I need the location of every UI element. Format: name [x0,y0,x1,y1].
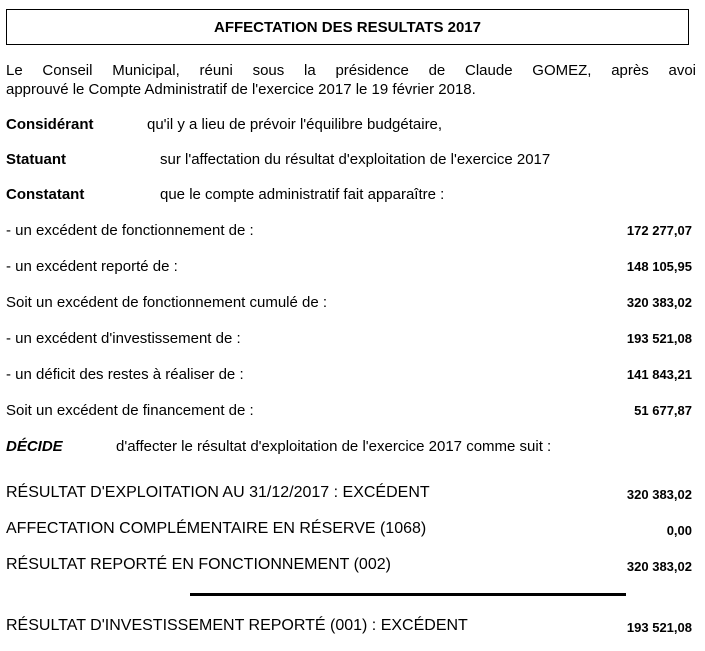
intro-paragraph [6,61,696,99]
line-value: 51 677,87 [634,403,692,418]
result-row [6,484,692,504]
result-label: AFFECTATION COMPLÉMENTAIRE EN RÉSERVE (1068) [6,520,427,537]
line-label: Soit un excédent de fonctionnement cumulé de : [6,294,328,311]
constatant-keyword: Constatant [6,186,85,203]
line-label: - un excédent reporté de : [6,258,178,275]
decide-text: d'affecter le résultat d'exploitation de l'exercice 2017 comme suit : [116,438,552,455]
line-row [6,222,692,242]
line-row [6,402,692,422]
statuant-keyword: Statuant [6,151,66,168]
line-value: 193 521,08 [626,331,692,346]
line-row [6,330,692,350]
line-value: 320 383,02 [626,295,692,310]
investment-label: RÉSULTAT D'INVESTISSEMENT REPORTÉ (001) : EXCÉDENT [6,617,468,634]
result-label: RÉSULTAT REPORTÉ EN FONCTIONNEMENT (002) [6,556,391,573]
line-row [6,366,692,386]
line-value: 141 843,21 [626,367,692,382]
line-label: - un excédent de fonctionnement de : [6,222,254,239]
document-title: AFFECTATION DES RESULTATS 2017 [6,9,689,45]
decide-keyword: DÉCIDE [6,438,63,455]
separator-rule [190,593,626,596]
considerant-row [6,116,692,136]
result-row [6,556,692,576]
line-row [6,294,692,314]
result-value: 0,00 [666,523,692,538]
intro-line-2: approuvé le Compte Administratif de l'exercice 2017 le 19 février 2018. [6,81,476,98]
investment-row [6,617,692,637]
investment-value: 193 521,08 [626,620,692,635]
statuant-row [6,151,692,171]
line-row [6,258,692,278]
statuant-text: sur l'affectation du résultat d'exploitation de l'exercice 2017 [160,151,551,168]
result-row [6,520,692,540]
line-value: 148 105,95 [626,259,692,274]
line-label: - un déficit des restes à réaliser de : [6,366,244,383]
result-value: 320 383,02 [626,559,692,574]
line-label: Soit un excédent de financement de : [6,402,254,419]
constatant-text: que le compte administratif fait apparaître : [160,186,445,203]
line-value: 172 277,07 [626,223,692,238]
considerant-keyword: Considérant [6,116,94,133]
result-value: 320 383,02 [626,487,692,502]
decide-row [6,438,692,458]
considerant-text: qu'il y a lieu de prévoir l'équilibre budgétaire, [147,116,443,133]
constatant-row [6,186,692,206]
result-label: RÉSULTAT D'EXPLOITATION AU 31/12/2017 : EXCÉDENT [6,484,430,501]
intro-line-1: Le Conseil Municipal, réuni sous la présidence de Claude GOMEZ, après avoi [6,62,696,79]
line-label: - un excédent d'investissement de : [6,330,241,347]
